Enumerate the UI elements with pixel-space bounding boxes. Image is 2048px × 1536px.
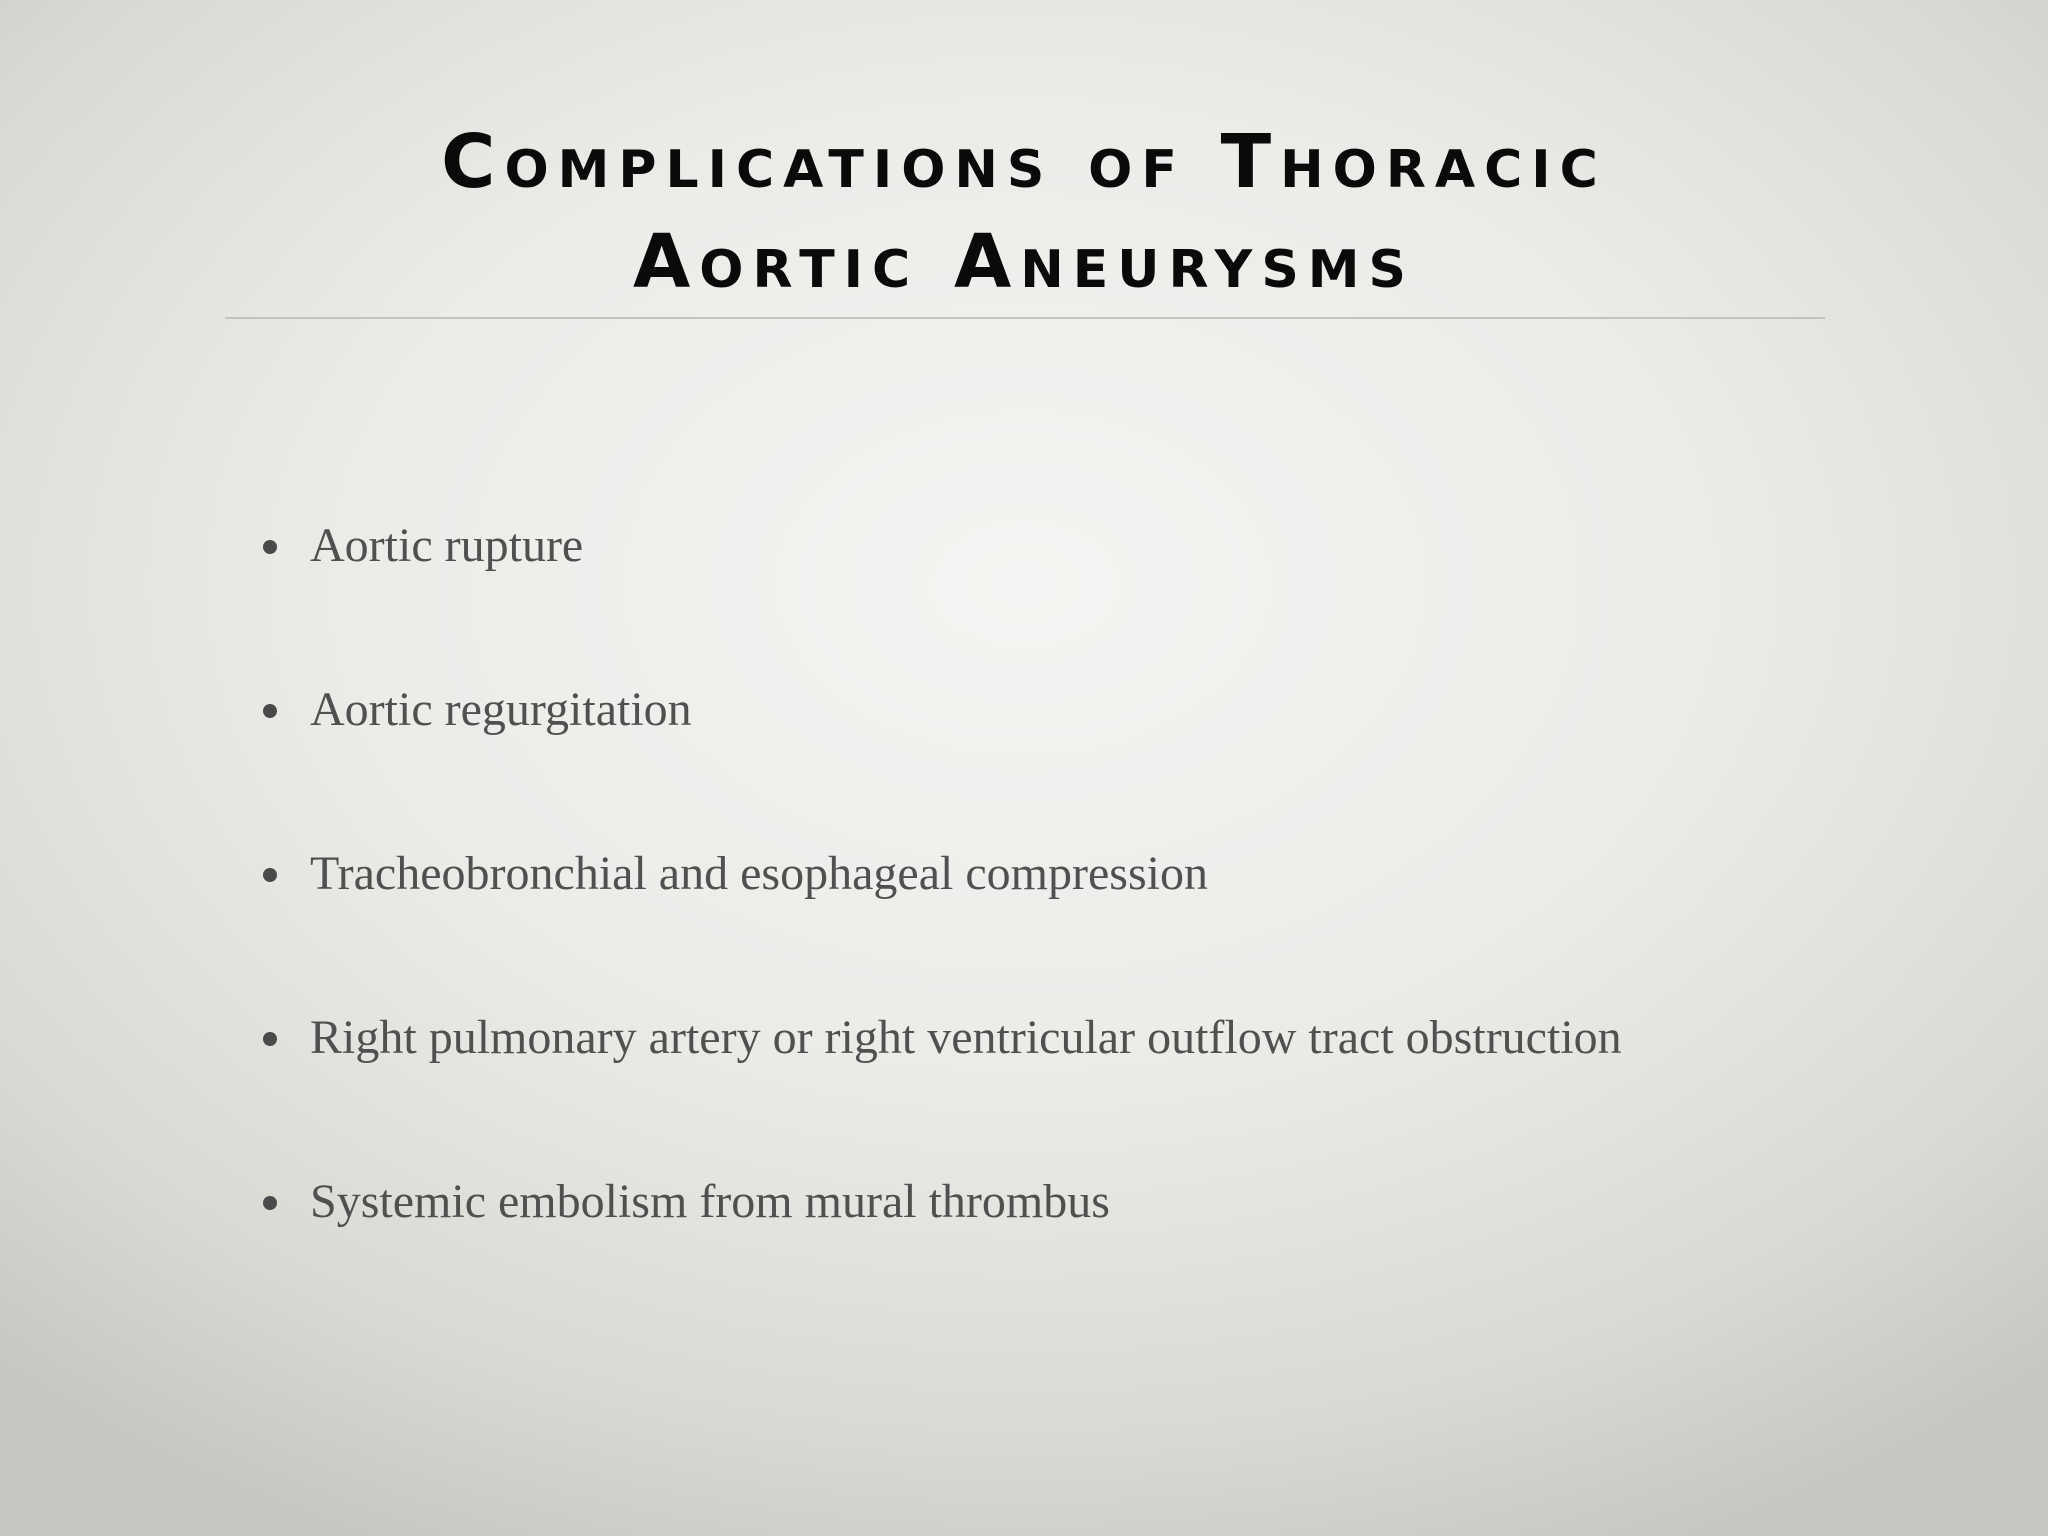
bullet-text: Aortic rupture	[310, 519, 584, 572]
bullet-item	[260, 1002, 1622, 1166]
bullet-text: Tracheobronchial and esophageal compression	[310, 847, 1208, 900]
bullet-text: Aortic regurgitation	[310, 683, 692, 736]
bullet-item	[260, 1166, 1622, 1330]
bullet-list	[260, 510, 1622, 1330]
bullet-text: Right pulmonary artery or right ventricular outflow tract obstruction	[310, 1011, 1622, 1064]
bullet-icon	[263, 1032, 277, 1046]
title-divider	[225, 317, 1825, 319]
slide-title-line-1: Complications of Thoracic	[441, 119, 1607, 205]
bullet-item	[260, 674, 1622, 838]
bullet-icon	[263, 704, 277, 718]
slide-title	[0, 112, 2048, 312]
bullet-icon	[263, 868, 277, 882]
slide-title-line-2: Aortic Aneurysms	[633, 219, 1415, 305]
bullet-icon	[263, 1196, 277, 1210]
bullet-text: Systemic embolism from mural thrombus	[310, 1175, 1110, 1228]
bullet-item	[260, 838, 1622, 1002]
bullet-item	[260, 510, 1622, 674]
bullet-icon	[263, 540, 277, 554]
